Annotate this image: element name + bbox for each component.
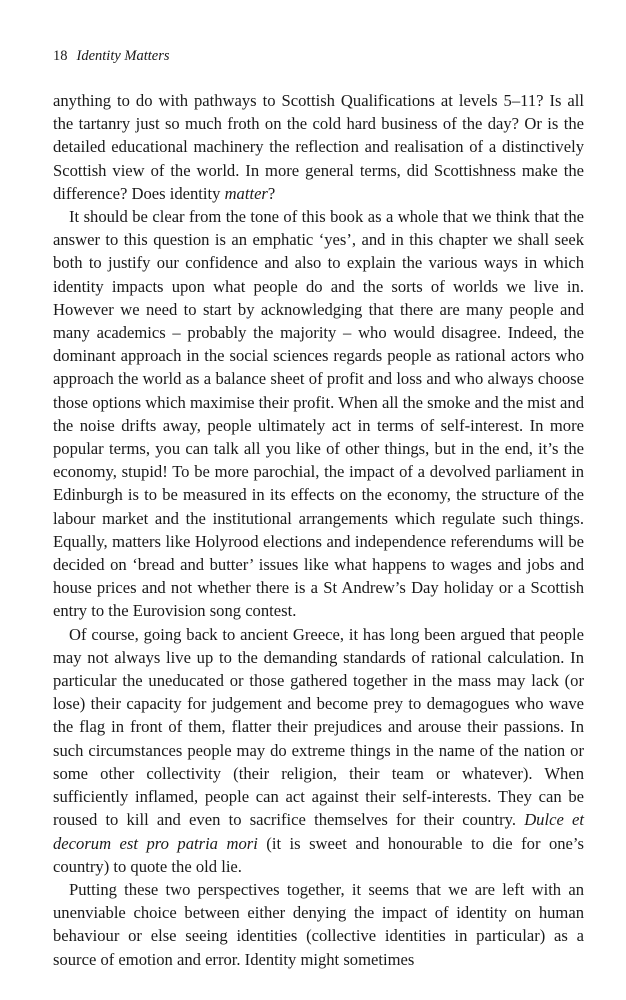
emphasis-run: matter <box>224 183 268 203</box>
text-run: Of course, going back to ancient Greece, it has long been argued that people may not always live up to the demanding standards of rational calculation. In particular the uneducated or those gathered together in the mass may lack (or lose) their capacity for judgement and become prey to demagogues who wave the flag in front of them, flatter their prejudices and arouse their passions. In such circumstances people may do extreme things in the name of the nation or some other collectivity (their religion, their team or whatever). When sufficiently inflamed, people can act against their self-interests. They can be roused to kill and even to sacrifice themselves for their country. <box>53 624 584 830</box>
paragraph-4 <box>53 878 584 971</box>
running-title: Identity Matters <box>76 48 170 64</box>
body-text <box>53 89 584 971</box>
text-run: ? <box>267 183 276 203</box>
paragraph-3 <box>53 623 584 878</box>
paragraph-1 <box>53 89 584 205</box>
text-run: anything to do with pathways to Scottish Qualifications at levels 5–11? Is all the tartanry just so much froth on the cold hard business of the day? Or is the detailed educational machinery the reflection and realisation of a distinctively Scottish view of the world. In more general terms, did Scottishness make the difference? Does identity <box>53 91 584 203</box>
emphasis-run: Dulce et decorum est pro patria mori <box>53 810 584 853</box>
text-run: (it is sweet and honourable to die for one’s country) to quote the old lie. <box>53 833 584 876</box>
paragraph-2 <box>53 205 584 623</box>
text-run: It should be clear from the tone of this book as a whole that we think that the answer to this question is an emphatic ‘yes’, and in this chapter we shall seek both to justify our confidence and also to explain the various ways in which identity impacts upon what people do and the sorts of worlds we live in. However we need to start by acknowledging that there are many people and many academics – probably the majority – who would disagree. Indeed, the dominant approach in the social sciences regards people as rational actors who approach the world as a balance sheet of profit and loss and who always choose those options which maximise their profit. When all the smoke and the mist and the noise drifts away, people ultimately act in terms of self-interest. In more popular terms, you can talk all you like of other things, but in the end, it’s the economy, stupid! To be more parochial, the impact of a devolved parliament in Edinburgh is to be measured in its effects on the economy, the structure of the labour market and the institutional arrangements which regulate such things. Equally, matters like Holyrood elections and independence referendums will be decided on ‘bread and butter’ issues like what happens to wages and jobs and house prices and not whether there is a St Andrew’s Day holiday or a Scottish entry to the Eurovision song contest. <box>53 207 584 621</box>
text-run: Putting these two perspectives together, it seems that we are left with an unenviable choice between either denying the impact of identity on human behaviour or else seeing identities (collective identities in particular) as a source of emotion and error. Identity might sometimes <box>53 879 584 969</box>
page-number: 18 <box>53 48 68 64</box>
running-head <box>53 47 170 65</box>
